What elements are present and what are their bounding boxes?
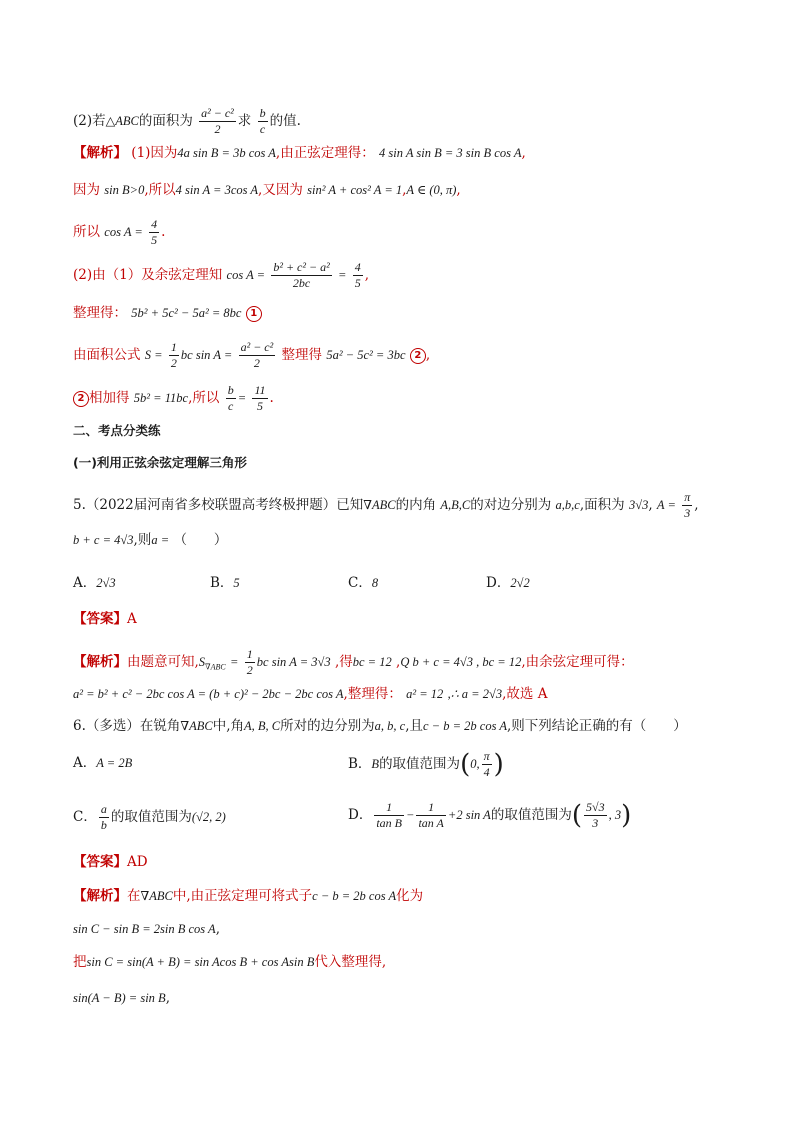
q5-stem-e: , — [648, 497, 653, 513]
q5-angles: A,B,C — [440, 498, 471, 512]
q6-option-d[interactable] — [348, 800, 631, 831]
q6-sol3-eq: sin C = sin(A + B) = sin Acos B + cos Asin B — [86, 955, 315, 969]
q6-option-c-text: 的取值范围为 — [110, 809, 192, 825]
q5-stem-d: ,面积为 — [579, 497, 625, 513]
sol4-l5-eq: 5b² + 5c² − 5a² = 8bc — [131, 306, 242, 320]
q6-option-b[interactable] — [348, 749, 504, 780]
q6-option-d-num: 5√3 — [585, 800, 605, 814]
sol4-l3-fraction — [149, 217, 159, 248]
q5-option-c[interactable] — [348, 573, 378, 593]
sol4-l4-fraction2 — [353, 260, 363, 291]
q5-option-b-label: B． — [210, 575, 234, 591]
sol4-l6-num2: a² − c² — [240, 340, 274, 354]
sol4-l3-end: . — [161, 224, 166, 240]
sol4-l7-end: . — [269, 390, 274, 406]
sol4-l6a: 由面积公式 — [73, 347, 141, 363]
q4-ratio-fraction — [258, 106, 268, 137]
sol4-line6 — [73, 340, 430, 371]
q6-stem-b: 中,角 — [212, 718, 245, 734]
sol4-l2-eq2: 4 sin A = 3cos A — [175, 183, 259, 197]
sol4-l6-eq1: S = — [144, 348, 163, 362]
q5-option-d[interactable] — [486, 573, 530, 593]
left-paren-icon: ( — [460, 749, 471, 780]
sol4-l4-num: b² + c² − a² — [273, 260, 330, 274]
q5-three: 3 — [684, 506, 691, 520]
q6-sol-b: 中,由正弦定理可将式子 — [172, 888, 313, 904]
q6-option-d-frac1 — [374, 800, 404, 831]
q6-answer — [73, 852, 148, 872]
q6-sol-eq: c − b = 2b cos A — [312, 889, 397, 903]
q5-blank: （ ） — [173, 532, 228, 548]
sol4-line5 — [73, 303, 262, 323]
q6-answer-value: AD — [127, 854, 148, 870]
q4-part2-line — [73, 106, 301, 137]
q5-sol-num: 1 — [246, 647, 253, 661]
sol4-l4-eq: cos A = — [226, 268, 266, 282]
sol4-l4-num2: 4 — [354, 260, 361, 274]
sol4-l3-den: 5 — [151, 233, 158, 247]
q5-var: a = — [151, 533, 170, 547]
q6-option-c-den: b — [100, 818, 107, 832]
sol4-l4-fraction — [271, 260, 331, 291]
q6-option-c-label: C． — [73, 809, 97, 825]
q5-condition: b + c = 4√3 — [73, 533, 134, 547]
sol4-l7-den2: 5 — [256, 399, 263, 413]
q6-option-c-range: (√2, 2) — [191, 810, 226, 824]
q5-line2-a: ,则 — [133, 532, 152, 548]
q5-option-d-label: D． — [486, 575, 511, 591]
q5-option-b-value: 5 — [233, 576, 240, 590]
q5-answer — [73, 609, 137, 629]
sol4-l2c: ,又因为 — [258, 182, 303, 198]
q6-stem-a: 6.（多选）在锐角 — [73, 718, 181, 734]
sol4-l4-den: 2bc — [292, 276, 311, 290]
q5-stem-c: 的对边分别为 — [470, 497, 552, 513]
q6-option-d-text: 的取值范围为 — [490, 807, 572, 823]
q6-option-c-num: a — [100, 802, 107, 816]
q6-sol2-end: , — [215, 921, 220, 937]
q5-sol2-eq2: a² = 12 — [406, 687, 444, 701]
q6-option-d-minus: − — [406, 808, 415, 822]
q6-sol-triangle: ∇ABC — [140, 889, 173, 903]
right-paren-icon: ) — [621, 800, 632, 831]
q5-stem-f: , — [694, 497, 699, 513]
q6-sol-a: 在 — [127, 888, 141, 904]
sol4-l3-num: 4 — [151, 217, 158, 231]
sol4-l4-eq2: = — [337, 268, 347, 282]
q5-sol-eq1: = — [230, 655, 239, 669]
q5-stem-b: 的内角 — [395, 497, 437, 513]
q6-solution-tag: 【解析】 — [73, 888, 127, 904]
q5-sol-sub: ∇ABC — [205, 662, 226, 672]
q6-sol-c: 化为 — [396, 888, 424, 904]
q6-sol3-b: 代入整理得, — [314, 954, 387, 970]
q4-ask: 求 — [237, 113, 252, 129]
q6-option-d-d2: tan A — [418, 816, 444, 830]
q6-option-b-fraction — [482, 749, 492, 780]
q6-option-a[interactable] — [73, 753, 132, 773]
q6-angles: A, B, C — [244, 719, 281, 733]
q5-sol-eq4: Q b + c = 4√3 , bc = 12 — [400, 655, 522, 669]
left-paren-icon: ( — [571, 800, 582, 831]
q6-option-b-var: B — [371, 757, 380, 771]
q5-option-a[interactable] — [73, 573, 116, 593]
circled-number-1: 1 — [246, 306, 262, 322]
q5-answer-value: A — [127, 611, 137, 627]
q5-sol-d: ,由余弦定理可得： — [521, 654, 634, 670]
sol4-l7-fraction2 — [252, 383, 267, 414]
q5-stem-a: 5.（2022届河南省多校联盟高考终极押题）已知 — [73, 497, 364, 513]
q5-answer-tag: 【答案】 — [73, 611, 127, 627]
sol4-p1a: (1)因为 — [131, 145, 178, 161]
sol4-l6-den1: 2 — [170, 356, 177, 370]
q6-option-c-fraction — [99, 802, 109, 833]
q6-option-d-plus: +2 sin A — [447, 808, 491, 822]
sol4-p1c: , — [521, 145, 526, 161]
q5-sol-den: 2 — [246, 663, 253, 677]
sol4-l2-eq1: sin B>0 — [104, 183, 145, 197]
sol4-l2-eq3: sin² A + cos² A = 1 — [307, 183, 403, 197]
q6-option-c[interactable] — [73, 802, 226, 833]
sol4-l7b: ,所以 — [188, 390, 220, 406]
sol4-p1-eq: 4a sin B = 3b cos A — [177, 146, 276, 160]
q5-stem-line2 — [73, 530, 227, 550]
q5-pi-fraction — [682, 490, 692, 521]
sol4-l3-eq: cos A = — [104, 225, 143, 239]
sol4-l6-eq2: bc sin A = — [180, 348, 233, 362]
sol4-l7-eq: 5b² = 11bc — [133, 391, 189, 405]
q6-option-d-den: 3 — [592, 816, 599, 830]
q6-condition: c − b = 2b cos A — [423, 719, 507, 733]
q5-sol-s: S — [198, 655, 206, 669]
sol4-l6-num1: 1 — [170, 340, 177, 354]
sol4-p1-eq2: 4 sin A sin B = 3 sin B cos A — [379, 146, 522, 160]
sol4-l4a: (2)由（1）及余弦定理知 — [73, 267, 223, 283]
sol4-l7-eq2: = — [237, 391, 247, 405]
q5-option-a-label: A． — [73, 575, 97, 591]
right-paren-icon: ) — [493, 749, 504, 780]
q6-option-a-value: A = 2B — [96, 756, 133, 770]
q5-sol2-eq1: a² = b² + c² − 2bc cos A = (b + c)² − 2bc − 2bc cos A — [73, 687, 344, 701]
q5-option-b[interactable] — [210, 573, 240, 593]
q5-solution-line2 — [73, 684, 547, 704]
section-subheading: (一)利用正弦余弦定理解三角形 — [73, 455, 247, 470]
q6-stem — [73, 716, 687, 736]
sol4-l2a: 因为 — [73, 182, 100, 198]
sol4-l6-end: , — [425, 347, 431, 363]
sol4-l3a: 所以 — [73, 224, 100, 240]
sol4-l2d: , — [402, 182, 407, 198]
q4-mid-text: 的面积为 — [138, 113, 193, 129]
sol4-l2e: , — [456, 182, 461, 198]
q5-option-c-value: 8 — [371, 576, 379, 590]
sol4-l7-fraction — [226, 383, 236, 414]
q6-option-d-frac3 — [584, 800, 607, 831]
q4-area-fraction — [199, 106, 236, 137]
q4-triangle: △ABC — [105, 114, 139, 128]
sol4-line2 — [73, 180, 461, 200]
q6-triangle: ∇ABC — [180, 719, 213, 733]
q5-sides: a,b,c — [555, 498, 580, 512]
sol4-l6-den2: 2 — [253, 356, 260, 370]
q6-option-b-four: 4 — [483, 765, 490, 779]
sol4-l7-num: b — [227, 383, 234, 397]
q6-sides: a, b, c — [374, 719, 406, 733]
q5-sol2-a: ,整理得： — [343, 686, 402, 702]
q6-sol4-end: , — [165, 990, 170, 1006]
q6-option-b-text: 的取值范围为 — [379, 756, 461, 772]
q5-sol-a: 由题意可知, — [127, 654, 199, 670]
q5-sol2-eq3: ,∴ a = 2√3 — [447, 687, 503, 701]
sol4-line1 — [73, 143, 526, 163]
q6-sol3-a: 把 — [73, 954, 87, 970]
q5-sol-eq3: bc = 12 — [352, 655, 392, 669]
q6-option-b-lo: 0, — [470, 757, 480, 771]
q5-sol-b: ,得 — [334, 654, 353, 670]
q4-area-num: a² − c² — [201, 106, 234, 120]
sol4-l2b: ,所以 — [144, 182, 176, 198]
sol4-line3 — [73, 217, 165, 248]
sol4-l6-eq3: 5a² − 5c² = 3bc — [326, 348, 406, 362]
q6-option-d-label: D． — [348, 807, 373, 823]
q4-part2-prefix: (2)若 — [73, 113, 106, 129]
sol4-line7 — [73, 383, 274, 414]
q5-option-d-value: 2√2 — [510, 576, 530, 590]
q6-option-d-frac2 — [416, 800, 445, 831]
sol4-p1b: ,由正弦定理得： — [275, 145, 375, 161]
q6-option-b-pi: π — [483, 749, 490, 763]
q6-option-d-n1: 1 — [374, 800, 404, 816]
q6-option-a-label: A． — [73, 755, 97, 771]
q4-ratio-den: c — [259, 122, 266, 136]
q6-stem-c: 所对的边分别为 — [280, 718, 375, 734]
q5-area: 3√3 — [628, 498, 649, 512]
q6-sol2-eq: sin C − sin B = 2sin B cos A — [73, 922, 216, 936]
q5-sol-eq2: bc sin A = 3√3 — [256, 655, 331, 669]
q6-stem-d: ,且 — [405, 718, 423, 734]
sol4-l4-den2: 5 — [354, 276, 361, 290]
q6-solution-line1 — [73, 886, 423, 906]
q5-solution-tag: 【解析】 — [73, 654, 127, 670]
q5-stem-line1 — [73, 490, 699, 521]
q6-option-b-label: B． — [348, 756, 372, 772]
q6-option-d-d1: tan B — [376, 816, 402, 830]
sol4-tag: 【解析】 — [73, 145, 127, 161]
sol4-l7-num2: 11 — [254, 383, 266, 397]
q6-stem-e: ,则下列结论正确的有（ ） — [507, 718, 687, 734]
q6-solution-line4 — [73, 988, 170, 1008]
sol4-l6b: 整理得 — [281, 347, 323, 363]
q5-triangle: ∇ABC — [363, 498, 396, 512]
q6-answer-tag: 【答案】 — [73, 854, 127, 870]
q4-ratio-num: b — [259, 106, 266, 120]
circled-number-2b: 2 — [73, 391, 89, 407]
q5-sol-c: , — [396, 654, 401, 670]
q5-pi: π — [684, 490, 691, 504]
circled-number-2: 2 — [410, 348, 426, 364]
q4-end: 的值. — [269, 113, 301, 129]
sol4-l6-fraction2 — [239, 340, 276, 371]
sol4-line4 — [73, 260, 369, 291]
section-heading: 二、考点分类练 — [73, 423, 161, 438]
sol4-l7-den: c — [228, 399, 234, 413]
q6-option-d-n2: 1 — [416, 800, 445, 816]
q5-option-a-value: 2√3 — [96, 576, 116, 590]
sol4-l4-end: , — [364, 267, 370, 283]
q6-option-d-hi: , 3 — [608, 808, 622, 822]
q5-angle-a: A = — [656, 498, 676, 512]
sol4-l6-fraction1 — [169, 340, 179, 371]
q6-sol4-eq: sin(A − B) = sin B — [73, 991, 166, 1005]
q5-sol-fraction — [245, 647, 255, 678]
sol4-l7a: 相加得 — [89, 390, 130, 406]
q5-solution-line1 — [73, 647, 634, 678]
q6-solution-line3 — [73, 952, 386, 972]
q6-solution-line2 — [73, 919, 220, 939]
sol4-l5a: 整理得： — [73, 305, 127, 321]
q4-area-den: 2 — [214, 122, 221, 136]
sol4-l2-eq4: A ∈ (0, π) — [406, 183, 457, 197]
q5-option-c-label: C． — [348, 575, 372, 591]
q5-sol2-b: ,故选 A — [502, 686, 548, 702]
